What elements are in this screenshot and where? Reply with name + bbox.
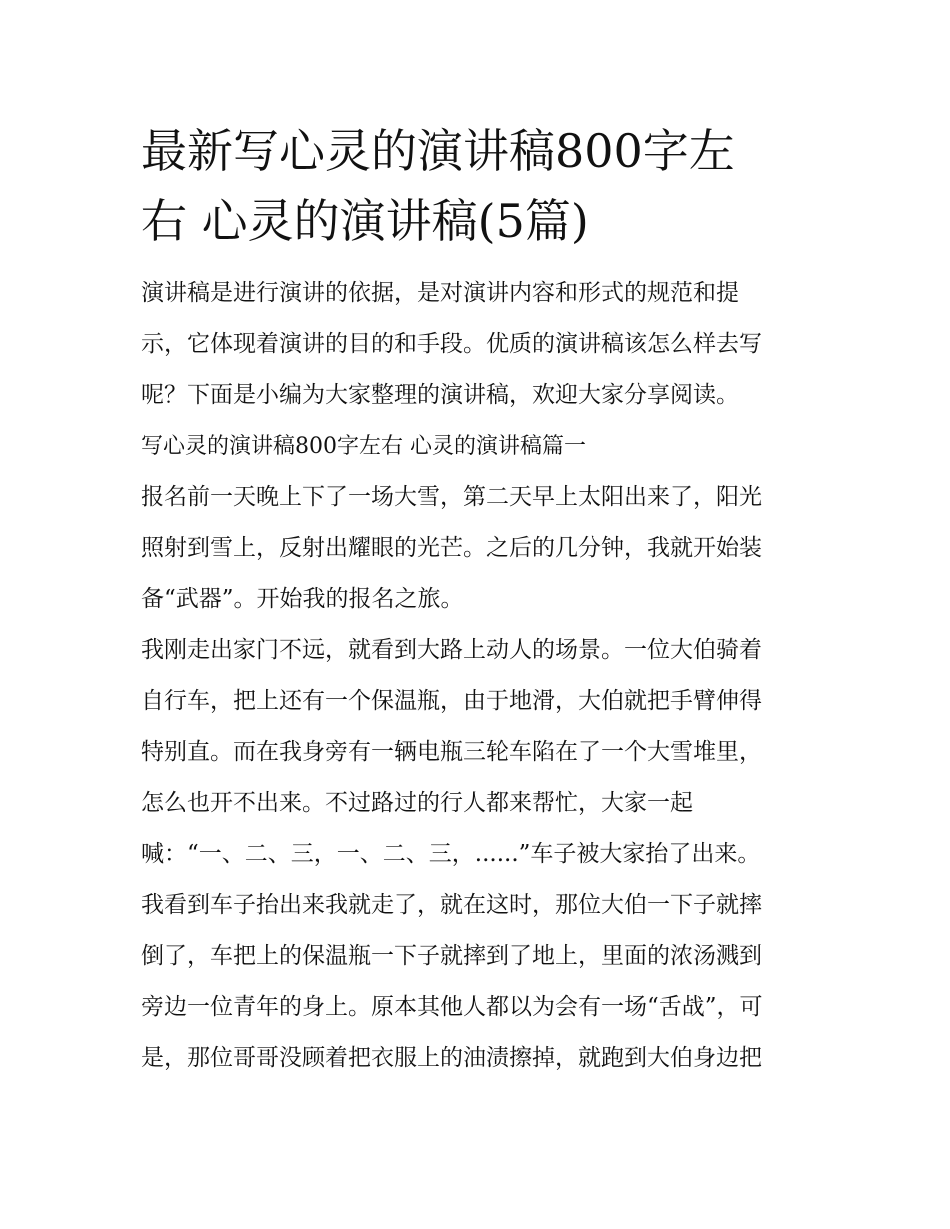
p2-line-7: 倒了，车把上的保温瓶一下子就摔到了地上，里面的浓汤溅到: [141, 943, 762, 969]
document-title: [141, 116, 816, 256]
p2-line-4: 怎么也开不出来。不过路过的行人都来帮忙，大家一起: [141, 790, 693, 816]
body-paragraph-1: [141, 472, 816, 625]
body-paragraph-2: [141, 625, 816, 1084]
intro-line-2: 示，它体现着演讲的目的和手段。优质的演讲稿该怎么样去写: [141, 331, 762, 357]
document-content: [141, 116, 816, 1084]
p1-line-3: 备“武器”。开始我的报名之旅。: [141, 586, 464, 612]
p2-line-8: 旁边一位青年的身上。原本其他人都以为会有一场“舌战”，可: [141, 994, 763, 1020]
p2-line-2: 自行车，把上还有一个保温瓶，由于地滑，大伯就把手臂伸得: [141, 688, 762, 714]
section-heading: 写心灵的演讲稿800字左右 心灵的演讲稿篇一: [141, 434, 586, 459]
p1-line-2: 照射到雪上，反射出耀眼的光芒。之后的几分钟，我就开始装: [141, 535, 762, 561]
title-line-2: 右 心灵的演讲稿(5篇): [141, 194, 589, 248]
p2-line-3: 特别直。而在我身旁有一辆电瓶三轮车陷在了一个大雪堆里，: [141, 739, 762, 765]
p2-line-9: 是，那位哥哥没顾着把衣服上的油渍擦掉，就跑到大伯身边把: [141, 1045, 762, 1071]
intro-paragraph: [141, 268, 816, 421]
p2-line-6: 我看到车子抬出来我就走了，就在这时，那位大伯一下子就摔: [141, 892, 762, 918]
title-line-1: 最新写心灵的演讲稿800字左: [141, 124, 735, 178]
intro-line-3: 呢？下面是小编为大家整理的演讲稿，欢迎大家分享阅读。: [141, 382, 739, 408]
p2-line-5: 喊：“一、二、三，一、二、三，......”车子被大家抬了出来。: [141, 841, 761, 867]
p2-line-1: 我刚走出家门不远，就看到大路上动人的场景。一位大伯骑着: [141, 637, 762, 663]
p1-line-1: 报名前一天晚上下了一场大雪，第二天早上太阳出来了，阳光: [141, 484, 762, 510]
intro-line-1: 演讲稿是进行演讲的依据，是对演讲内容和形式的规范和提: [141, 280, 739, 306]
